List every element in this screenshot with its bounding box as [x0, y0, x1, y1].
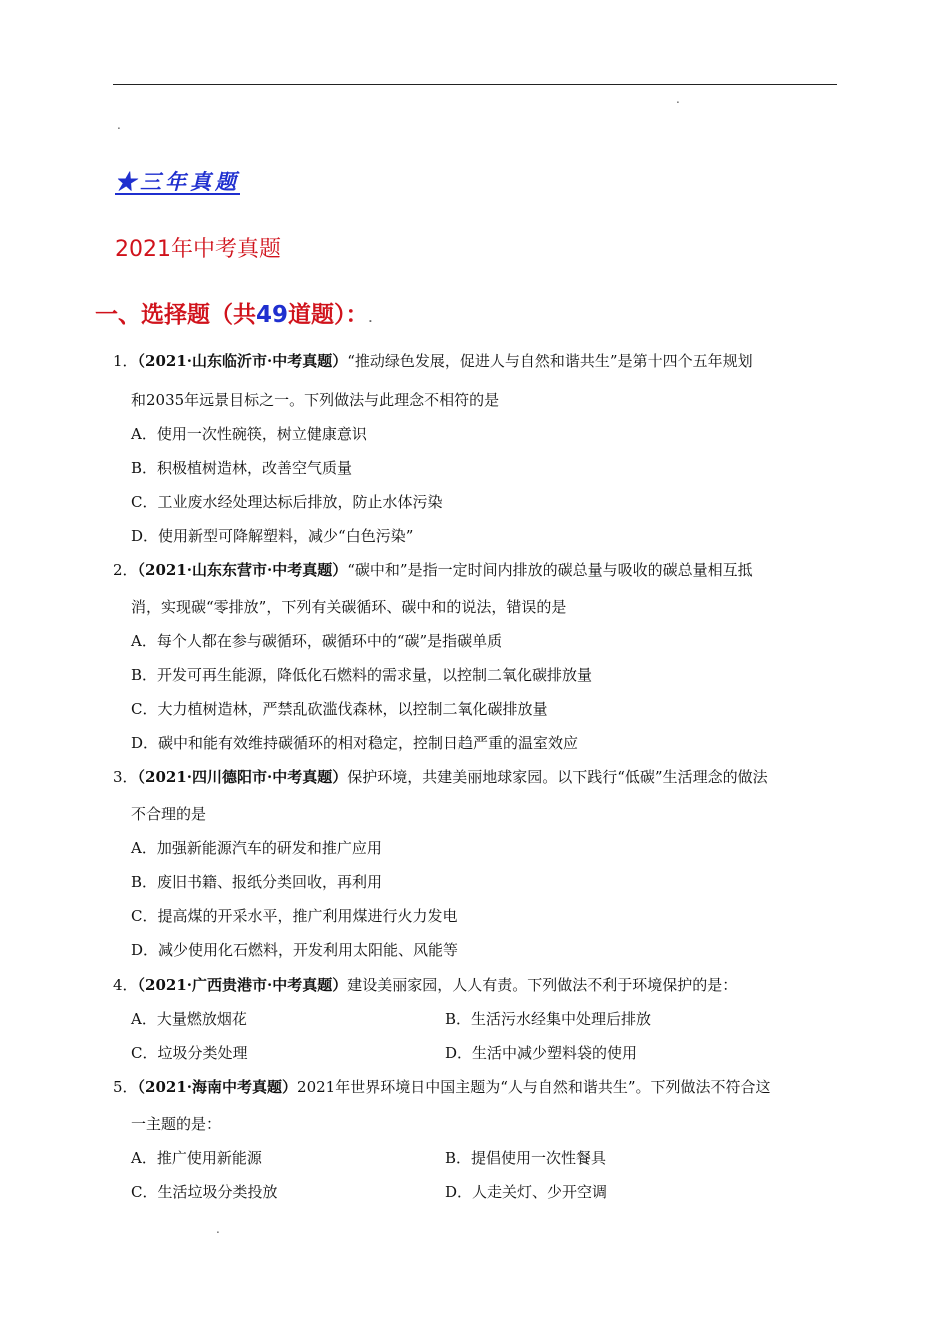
option: A．使用一次性碗筷，树立健康意识 [131, 425, 367, 443]
question-source: （2021·山东东营市·中考真题） [137, 561, 348, 579]
option: C．垃圾分类处理 [131, 1044, 248, 1062]
question-source: （2021·四川德阳市·中考真题） [137, 768, 348, 786]
option: C．提高煤的开采水平，推广利用煤进行火力发电 [131, 907, 458, 925]
question-source: （2021·广西贵港市·中考真题） [137, 976, 348, 994]
option: D．碳中和能有效维持碳循环的相对稳定，控制日趋严重的温室效应 [131, 734, 579, 752]
question-3: 3．（2021·四川德阳市·中考真题）保护环境，共建美丽地球家园。以下践行“低碳”生活理念的做法 [113, 768, 768, 786]
question-1: 1．（2021·山东临沂市·中考真题）“推动绿色发展，促进人与自然和谐共生”是第十四个五年规划 [113, 352, 753, 370]
year-heading: 2021年中考真题 [115, 237, 281, 262]
option: A．推广使用新能源 [131, 1149, 262, 1167]
option: D．使用新型可降解塑料，减少“白色污染” [131, 527, 414, 545]
option: D．减少使用化石燃料，开发利用太阳能、风能等 [131, 941, 459, 959]
question-2: 2．（2021·山东东营市·中考真题）“碳中和”是指一定时间内排放的碳总量与吸收的碳总量相互抵 [113, 561, 753, 579]
header-marker: . [117, 118, 121, 132]
option: B．生活污水经集中处理后排放 [445, 1010, 652, 1028]
question-3-cont: 不合理的是 [131, 805, 207, 823]
option: D．人走关灯、少开空调 [445, 1183, 608, 1201]
question-5: 5．（2021·海南中考真题）2021年世界环境日中国主题为“人与自然和谐共生”。下列做法不符合这 [113, 1078, 771, 1096]
option: C．工业废水经处理达标后排放，防止水体污染 [131, 493, 443, 511]
question-5-cont: 一主题的是： [131, 1115, 222, 1133]
question-count: 49 [256, 302, 289, 328]
question-4: 4．（2021·广西贵港市·中考真题）建设美丽家园，人人有责。下列做法不利于环境保护的是： [113, 976, 738, 994]
option: A．加强新能源汽车的研发和推广应用 [131, 839, 382, 857]
option: B．开发可再生能源，降低化石燃料的需求量，以控制二氧化碳排放量 [131, 666, 593, 684]
option: B．提倡使用一次性餐具 [445, 1149, 607, 1167]
option: A．大量燃放烟花 [131, 1010, 247, 1028]
option: C．生活垃圾分类投放 [131, 1183, 278, 1201]
header-marker: . [676, 92, 680, 106]
footer-marker: . [216, 1222, 220, 1236]
question-2-cont: 消，实现碳“零排放”，下列有关碳循环、碳中和的说法，错误的是 [131, 598, 567, 616]
section-heading: 一、选择题（共49道题）：. [95, 302, 373, 328]
option: D．生活中减少塑料袋的使用 [445, 1044, 638, 1062]
option: B．积极植树造林，改善空气质量 [131, 459, 353, 477]
star-heading: ★三年真题 [115, 169, 240, 194]
option: B．废旧书籍、报纸分类回收，再利用 [131, 873, 383, 891]
option: A．每个人都在参与碳循环，碳循环中的“碳”是指碳单质 [131, 632, 503, 650]
question-1-cont: 和2035年远景目标之一。下列做法与此理念不相符的是 [131, 391, 500, 409]
question-source: （2021·海南中考真题） [137, 1078, 298, 1096]
header-rule [113, 84, 837, 85]
question-source: （2021·山东临沂市·中考真题） [137, 352, 348, 370]
option: C．大力植树造林，严禁乱砍滥伐森林，以控制二氧化碳排放量 [131, 700, 548, 718]
